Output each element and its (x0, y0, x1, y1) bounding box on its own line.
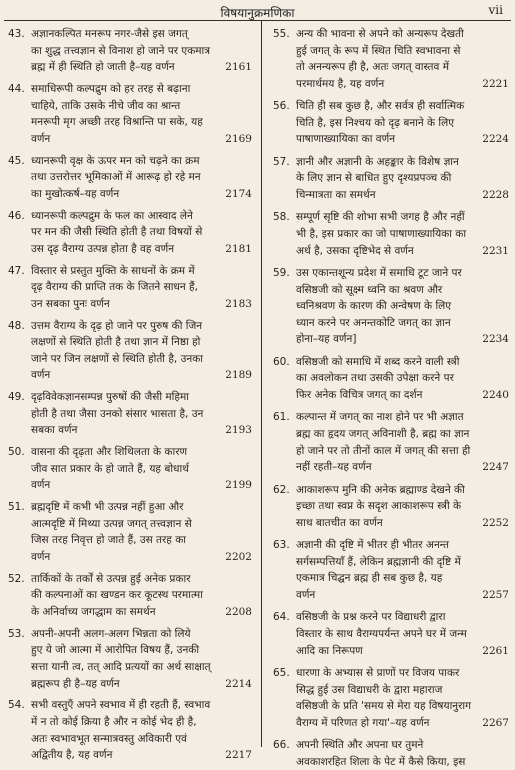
entry-text (296, 482, 509, 532)
toc-entry (273, 737, 509, 770)
toc-entry (8, 26, 252, 76)
toc-entry (8, 153, 252, 203)
entry-page-number: 2228 (482, 188, 509, 201)
entry-text-line: वसिष्ठजी को सूक्ष्म ध्वनि का श्रवण और (296, 283, 443, 296)
entry-text-line: एकमात्र चिद्घन ब्रह्म ही सब कुछ है, यह (296, 572, 443, 585)
page-number: vii (488, 3, 503, 17)
entry-text-line: पाषाणाख्यायिका का वर्णन (296, 133, 396, 146)
entry-page-number: 2234 (482, 333, 509, 346)
entry-text (296, 26, 509, 92)
entry-text (296, 737, 509, 770)
entry-text-line: के लिए ज्ञान से बाधित हुए दृश्यप्रपञ्च की (296, 172, 452, 185)
entry-text (31, 626, 252, 692)
entry-text (296, 265, 509, 348)
toc-entry (273, 537, 509, 603)
toc-entry (273, 26, 509, 92)
entry-text-line: वैराग्य में परिणत हो गया'–यह वर्णन (296, 716, 430, 729)
entry-page-number: 2217 (225, 749, 252, 762)
entry-text (296, 98, 509, 148)
entry-page-number: 2161 (225, 61, 252, 74)
entry-text-line: विस्तार से प्रस्तुत मुक्ति के साधनों के क्रम में (31, 264, 195, 277)
entry-number: 65. (273, 667, 290, 679)
entry-text-line: ध्यानरूपी कल्पद्रुम के फल का आस्वाद लेने (31, 209, 193, 222)
toc-entry (8, 571, 252, 621)
entry-text-line: साथ बातचीत का वर्णन (296, 516, 383, 529)
entry-text-line: वसिष्ठजी को समाधि में शब्द करने वाली स्त्री (296, 355, 460, 368)
toc-entry (273, 354, 509, 404)
toc-entry (273, 665, 509, 731)
entry-number: 45. (8, 154, 25, 167)
entry-text (296, 665, 509, 731)
entry-text-line: हो जाने पर तो तीनों काल में जगत् की सत्ता ही (296, 444, 471, 457)
entry-text-line: समाधिरूपी कल्पद्रुम को हर तरह से बढ़ाना (31, 83, 191, 95)
entry-text-line: तो अनन्यरूप ही है, अतः जगत् वास्तव में (296, 61, 449, 74)
entry-number: 44. (8, 83, 25, 95)
entry-text-line: चिति ही सब कुछ है, और सर्वत्र ही सर्वात्मिक (296, 100, 465, 113)
entry-text (296, 537, 509, 603)
entry-text-line: अपनी-अपनी अलग-अलग भिन्नता को लिये (31, 627, 191, 640)
entry-text-line: आकाशरूप मुनि की अनेक ब्रह्माण्ड देखने की (296, 483, 465, 496)
toc-entry (8, 444, 252, 494)
entry-text-line: तथा उत्तरोत्तर भूमिकाओं में आरूढ़ हो रहे मन (31, 171, 201, 184)
entry-text-line: जिस तरह निवृत्त हो जाते हैं, उस तरह का (31, 534, 186, 547)
toc-entry (273, 209, 509, 259)
entry-text-line: सभी वस्तुएँ अपने स्वभाव में ही रहती हैं, स्वभाव (31, 699, 211, 712)
entry-text-line: वसिष्ठजी के प्रति 'समय से मेरा यह विषयानुराग (296, 700, 472, 713)
entry-text-line: सबका वर्णन (31, 424, 78, 437)
entry-text (31, 153, 252, 203)
entry-text (296, 609, 509, 659)
entry-text-line: धारणा के अभ्यास से प्राणों पर विजय पाकर (296, 667, 460, 679)
entry-text-line: भी है, इस प्रकार का जो पाषाणाख्यायिका का (296, 227, 467, 240)
entry-text-line: आत्मदृष्टि में मिथ्या उत्पन्न जगत् तत्त्वज्ञान से (31, 517, 192, 530)
entry-text-line: ध्यानरूपी वृक्ष के ऊपर मन को चढ़ने का क्रम (31, 154, 200, 167)
entry-number: 50. (8, 446, 25, 459)
toc-entry (8, 626, 252, 692)
entry-page-number: 2247 (482, 461, 509, 474)
entry-text-line: अन्य की भावना से अपने को अन्यरूप देखती (296, 28, 464, 40)
entry-text-line: ब्रह्म में ही स्थिति हो जाती है–यह वर्णन (31, 61, 175, 74)
entry-text-line: चिन्मात्रता का समर्थन (296, 188, 376, 201)
entry-text-line: चाहिये, ताकि उसके नीचे जीव का श्रान्त (31, 99, 181, 112)
entry-text-line: होती है तथा जैसा उनको संसार भासता है, उन (31, 407, 204, 420)
page-title: विषयानुक्रमणिका (220, 6, 295, 20)
entry-page-number: 2221 (482, 77, 509, 90)
entry-number: 61. (273, 411, 290, 424)
entry-page-number: 2267 (482, 716, 509, 729)
entry-text-line: में न तो कोई क्रिया है और न कोई भेद ही है, (31, 715, 197, 728)
entry-text (296, 354, 509, 404)
toc-entry (273, 482, 509, 532)
entry-text-line: ब्रह्मदृष्टि में कभी भी उत्पन्न नहीं हुआ और (31, 501, 184, 514)
entry-text-line: दृढ़ वैराग्य की प्राप्ति तक के जितने साधन हैं, (31, 281, 198, 294)
entry-text-line: विस्तार के साथ वैराग्यपर्यन्त अपने घर में जन्म (296, 627, 467, 640)
entry-text-line: आदि का निरूपण (296, 644, 363, 657)
entry-number: 47. (8, 264, 25, 277)
entry-number: 66. (273, 739, 290, 752)
entry-text (31, 571, 252, 621)
entry-text-line: का मुखोत्कर्ष–यह वर्णन (31, 187, 120, 200)
entry-text-line: उस एकान्तशून्य प्रदेश में समाधि टूट जाने पर (296, 267, 462, 279)
toc-entry (273, 154, 509, 204)
entry-text-line: सम्पूर्ण सृष्टि की शोभा सभी जगह है और नहीं (296, 211, 465, 224)
right-column (273, 26, 509, 768)
entry-text-line: सिद्ध हुई उस विद्याधरी के द्वारा महाराज (296, 683, 443, 696)
entry-text-line: इच्छा तथा स्वप्न के सदृश आकाशरूप स्त्री के (296, 500, 462, 513)
entry-text-line: परमार्थमय है, यह वर्णन (296, 77, 385, 90)
entry-text (31, 444, 252, 494)
entry-page-number: 2181 (225, 242, 252, 255)
entry-text-line: ध्वनिश्रवण के कारण की अन्वेषण के लिए (296, 300, 452, 313)
entry-page-number: 2261 (482, 644, 509, 657)
left-column (8, 26, 252, 762)
entry-text-line: सर्गसम्पत्तियाँ हैं, लेकिन ब्रह्मज्ञानी की दृष्टि में (296, 555, 461, 568)
entry-number: 46. (8, 209, 25, 222)
entry-number: 63. (273, 539, 290, 552)
toc-entry (273, 98, 509, 148)
entry-number: 64. (273, 611, 290, 624)
page-header (0, 0, 515, 20)
entry-text-line: ब्रह्म का हृदय जगत् अविनाशी है, ब्रह्म का ज्ञान (296, 427, 470, 440)
toc-entry (8, 208, 252, 258)
toc-entry (273, 265, 509, 348)
entry-text-line: वासना की दृढ़ता और शिथिलता के कारण (31, 446, 188, 459)
entry-number: 62. (273, 483, 290, 496)
entry-text (31, 263, 252, 313)
toc-entry (8, 81, 252, 147)
entry-text-line: वर्णन (31, 479, 51, 492)
toc-entry (8, 263, 252, 313)
entry-number: 51. (8, 501, 25, 514)
toc-entry (273, 609, 509, 659)
entry-page-number: 2169 (225, 132, 252, 145)
entry-number: 60. (273, 355, 290, 368)
entry-text (31, 499, 252, 565)
entry-page-number: 2183 (225, 297, 252, 310)
entry-number: 43. (8, 28, 25, 40)
entry-text-line: उत्तम वैराग्य के दृढ़ हो जाने पर पुरुष की जिन (31, 319, 203, 332)
entry-text (31, 389, 252, 439)
entry-text (31, 81, 252, 147)
entry-text-line: अद्वितीय है, यह वर्णन (31, 749, 113, 762)
entry-text (296, 209, 509, 259)
entry-text-line: वसिष्ठजी के प्रश्न करने पर विद्याधरी द्वारा (296, 611, 446, 624)
entry-number: 54. (8, 699, 25, 712)
entry-number: 55. (273, 28, 290, 40)
entry-text-line: ज्ञानी और अज्ञानी के अहङ्कार के विशेष ज्ञान (296, 155, 459, 168)
entry-text-line: कल्पान्त में जगत् का नाश होने पर भी अज्ञात (296, 411, 464, 424)
entry-number: 57. (273, 155, 290, 168)
entry-text (296, 409, 509, 475)
toc-entry (8, 318, 252, 384)
column-divider (261, 21, 262, 747)
entry-page-number: 2214 (225, 677, 252, 690)
entry-number: 59. (273, 267, 290, 279)
entry-number: 58. (273, 211, 290, 224)
entry-text-line: फिर अनेक विचित्र जगत् का दर्शन (296, 388, 423, 401)
entry-text-line: जीव सात प्रकार के हो जाते हैं, यह बोधार्थ (31, 462, 189, 475)
entry-text-line: लक्षणों से स्थिति होती है तथा ज्ञान में निष्ठा हो (31, 336, 201, 349)
entry-text-line: की कल्पनाओं का खण्डन कर कूटस्थ परमात्मा (31, 589, 203, 602)
entry-number: 49. (8, 391, 25, 404)
entry-text-line: हुए ये जो आत्मा में आरोपित विषय हैं, उनकी (31, 644, 200, 657)
header-rule (4, 20, 511, 21)
entry-text-line: वर्णन (31, 132, 51, 145)
entry-number: 48. (8, 319, 25, 332)
entry-text-line: उन सबका पुनः वर्णन (31, 297, 110, 310)
entry-text-line: ब्रह्मरूप ही है–यह वर्णन (31, 677, 120, 690)
entry-text-line: अपनी स्थिति और अपना घर तुमने (296, 739, 424, 752)
entry-number: 52. (8, 572, 25, 585)
toc-entry (8, 697, 252, 763)
entry-page-number: 2257 (482, 588, 509, 601)
entry-text-line: के अनिर्वाच्य जगद्धाम का समर्थन (31, 605, 156, 618)
entry-text-line: चिति है, इस निश्चय को दृढ़ बनाने के लिए (296, 116, 455, 129)
entry-page-number: 2199 (225, 479, 252, 492)
entry-text-line: तार्किकों के तर्कों से उत्पन्न हुई अनेक प्रकार (31, 572, 191, 585)
entry-text-line: उस दृढ़ वैराग्य उत्पन्न होता है वह वर्णन (31, 242, 175, 255)
entry-text-line: वर्णन (31, 550, 51, 563)
entry-text (296, 154, 509, 204)
entry-page-number: 2174 (225, 187, 252, 200)
entry-text (31, 697, 252, 763)
entry-text-line: हुई जगत् के रूप में स्थित चिति स्वभावना से (296, 44, 461, 57)
entry-text-line: अवकाशरहित शिला के पेट में कैसे किया, इस (296, 755, 466, 768)
toc-entry (273, 409, 509, 475)
toc-entry (8, 499, 252, 565)
entry-page-number: 2231 (482, 244, 509, 257)
entry-text (31, 208, 252, 258)
entry-text-line: वर्णन (31, 369, 51, 382)
entry-page-number: 2189 (225, 369, 252, 382)
entry-page-number: 2252 (482, 516, 509, 529)
entry-page-number: 2202 (225, 550, 252, 563)
entry-text-line: का अवलोकन तथा उसकी उपेक्षा करने पर (296, 372, 454, 385)
entry-text-line: पर मन की जैसी स्थिति होती है तथा विषयों से (31, 226, 203, 239)
entry-text-line: अर्थ है, उसका दृष्टिभेद से वर्णन (296, 244, 414, 257)
entry-page-number: 2240 (482, 388, 509, 401)
entry-text-line: मनरूपी मृग अच्छी तरह विश्रान्ति पा सके, यह (31, 116, 203, 129)
entry-text-line: वर्णन (296, 588, 316, 601)
entry-text (31, 26, 252, 76)
entry-text-line: ध्यान करने पर अनन्तकोटि जगत् का ज्ञान (296, 316, 451, 329)
entry-text-line: अज्ञानकल्पित मनरूप नगर-जैसे इस जगत् (31, 28, 188, 40)
entry-number: 53. (8, 627, 25, 640)
entry-text-line: दृढ़विवेकज्ञानसम्पन्न पुरुषों की जैसी महिमा (31, 391, 189, 404)
entry-text-line: अज्ञानी की दृष्टि में भीतर ही भीतर अनन्त (296, 539, 449, 552)
entry-number: 56. (273, 100, 290, 113)
entry-text-line: नहीं रहती–यह वर्णन (296, 461, 372, 474)
entry-text-line: सत्ता यानी त्व, तत् आदि प्रत्ययों का अर्थ साक्षात् (31, 660, 211, 673)
entry-text-line: होना–यह वर्णन] (296, 333, 357, 346)
entry-text-line: का शुद्ध तत्त्वज्ञान से विनाश हो जाने पर एकमात्र (31, 44, 211, 57)
toc-entry (8, 389, 252, 439)
entry-page-number: 2193 (225, 424, 252, 437)
entry-text (31, 318, 252, 384)
entry-text-line: अतः स्वभावभूत सन्मात्रवस्तु अविकारी एवं (31, 732, 187, 745)
entry-page-number: 2208 (225, 605, 252, 618)
entry-text-line: जाने पर जिन लक्षणों से स्थिति होती है, उनका (31, 352, 203, 365)
entry-page-number: 2224 (482, 133, 509, 146)
